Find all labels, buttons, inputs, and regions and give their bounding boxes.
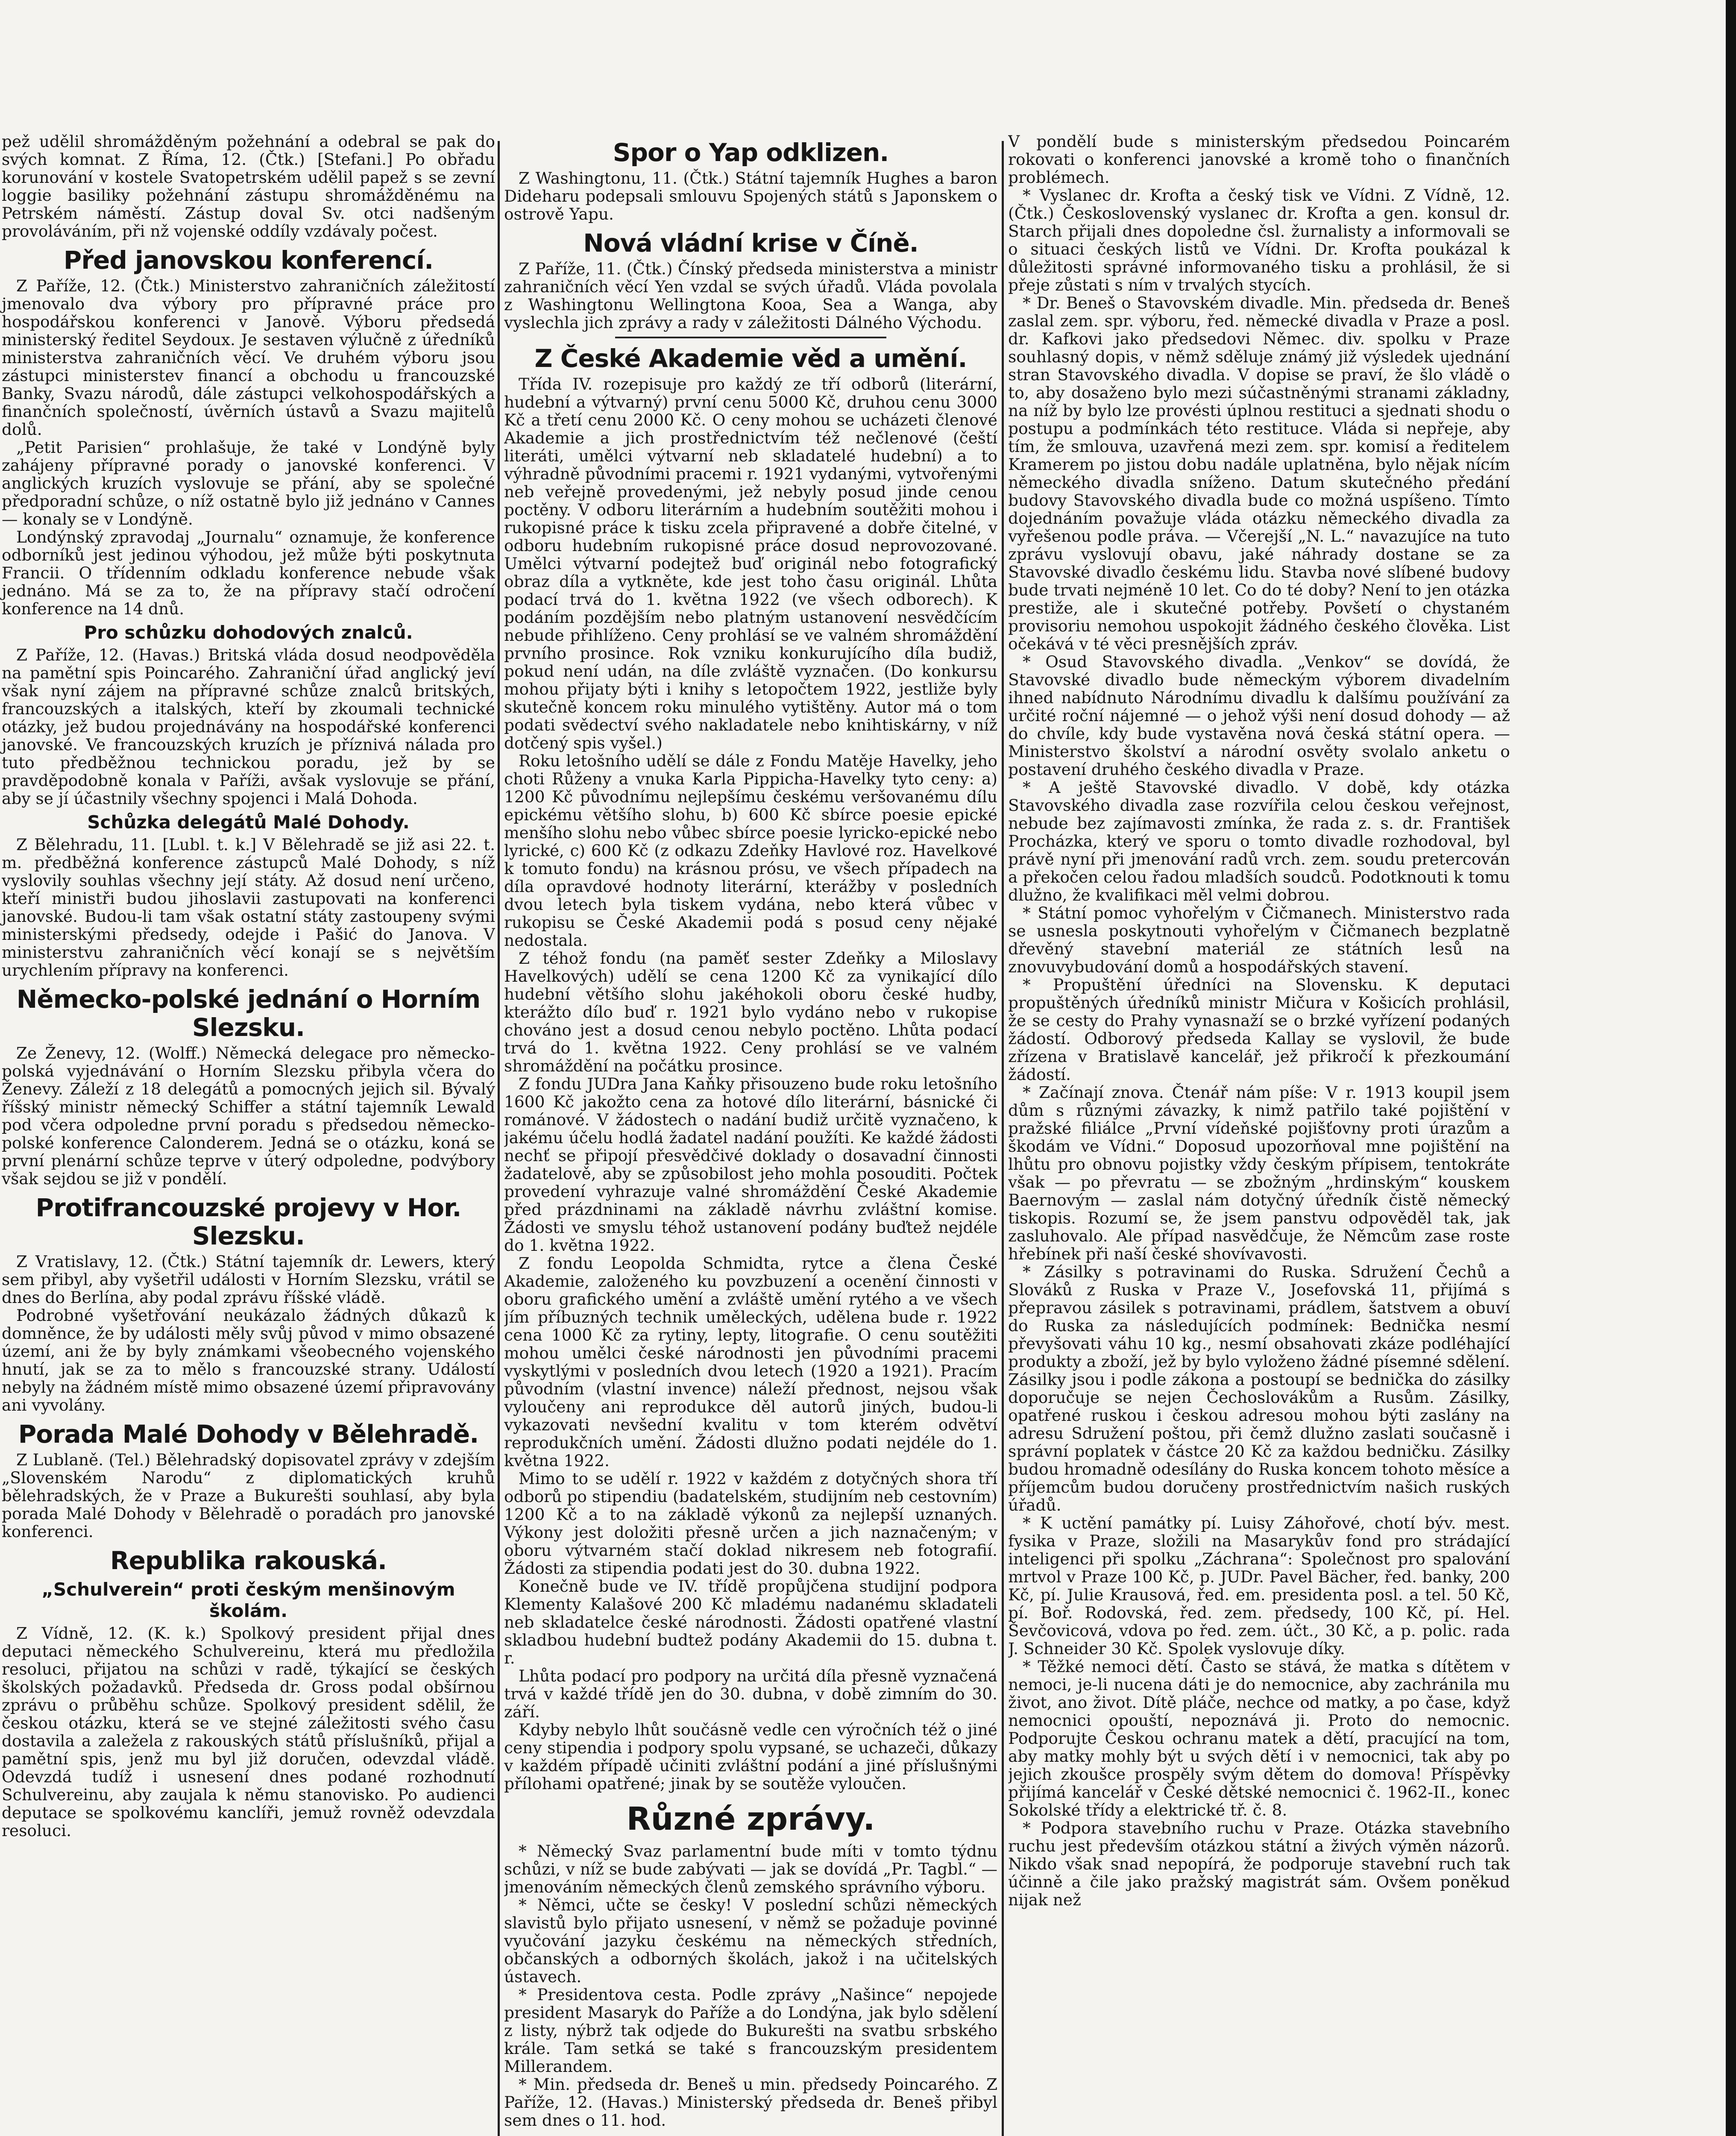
section-headline: Různé zprávy. <box>626 1801 875 1837</box>
article-text: V pondělí bude s ministerským předsedou Poincarém rokovati o konferenci janovské a kromě toho o finančních problémech. <box>1008 132 1510 187</box>
separator <box>615 337 886 338</box>
column-rule <box>498 141 500 2136</box>
headline: Spor o Yap odklizen. <box>613 138 889 167</box>
article-text: * Zásilky s potravinami do Ruska. Sdružení Čechů a Slováků z Ruska v Praze V., Josefovská 11, přijímá s přepravou zásilek s potravinami, prádlem, šatstvem a obuví do Ruska za následujících podmínek: Bednička nesmí převyšovati váhu 10 kg., nesmí obsahovati zkáze podléhající produkty a zboží, jež by bylo vyloženo žádné písemné sdělení. Zásilky jsou i podle zákona a postoupí se bednička do zásilky doporučuje se nejen Čechoslovákům a Rusům. Zásilky, opatřené ruskou i českou adresou mohou býti zaslány na adresu Sdružení poštou, při čemž dlužno zaslati současně i správní poplatek v částce 20 Kč za každou bedničku. Zásilky budou hromadně odesílány do Ruska koncem tohoto měsíce a příjemcům budou doručeny prostřednictvím našich ruských úřadů. <box>1008 1262 1510 1514</box>
article-text: * A ještě Stavovské divadlo. V době, kdy otázka Stavovského divadla zase rozvířila celou českou veřejnost, nebude bez zajímavosti zmínka, že rada z. s. dr. František Procházka, který ve sporu o tomto divadle rozhodoval, byl právě nyní při jmenování radů vrch. zem. soudu pretercován a překočen celou řadou mladších soudců. Podotknouti k tomu dlužno, že kvalifikaci měl velmi dobrou. <box>1008 778 1510 904</box>
article-text: Z Vídně, 12. (K. k.) Spolkový president přijal dnes deputaci německého Schulvereinu, která mu předložila resoluci, přijatou na schůzi v radě, týkající se českých školských požadavků. Předseda dr. Gross podal obšírnou zprávu o průběhu schůze. Spolkový president sdělil, že českou otázku, která se ve stejné záležitosti svého času dostavila a zaležela z rakouských států příslušníků, přijal a pamětní spis, jenž mu byl již doručen, odevzdal vládě. Odevzdá tudíž i usnesení dnes podané rozhodnutí Schulvereinu, aby zaujala k němu stanovisko. Po audienci deputace se spolkovému kanclíři, jemuž rovněž odevzdala resoluci. <box>2 1624 495 1840</box>
article-text: pež udělil shromážděným požehnání a odebral se pak do svých komnat. Z Říma, 12. (Čtk.) [Stefani.] Po obřadu korunování v kostele Svatopetrském udělil papež s se zevní loggie basiliky požehnání zástupu shromážděnému na Petrském náměstí. Zástup doval Sv. otci nadšeným provoláváním, při nž vojenské oddíly vzdávaly počest. <box>2 132 495 241</box>
headline: Německo-polské jednání o Horním Slezsku. <box>16 985 481 1042</box>
article-text: * Německý Svaz parlamentní bude míti v tomto týdnu schůzi, v níž se bude zabývati — jak se dovídá „Pr. Tagbl.“ — jmenováním německých členů zemského správního výboru. <box>504 1842 997 1896</box>
article-text: Ze Ženevy, 12. (Wolff.) Německá delegace pro německo-polská vyjednávání o Horním Slezsku přibyla včera do Ženevy. Záleží z 18 delegátů a pomocných jejich sil. Bývalý říšský ministr německý Schiffer a státní tajemník Lewald pod včera odpoledne první poradu s předsedou německo-polské konference Calonderem. Jedná se o otázku, koná se první plenární schůze teprve v úterý odpoledne, podvýbory však sejdou se již v pondělí. <box>2 1044 495 1188</box>
article-text: * K uctění památky pí. Luisy Záhořové, chotí býv. mest. fysika v Praze, složili na Masarykův fond pro strádající inteligenci při spolku „Záchrana“: Společnost pro spalování mrtvol v Praze 100 Kč, p. JUDr. Pavel Bächer, řed. banky, 200 Kč, pí. Julie Krausová, řed. em. presidenta posl. a tel. 50 Kč, pí. Boř. Rodovská, řed. zem. předsedy, 100 Kč, pí. Hel. Ševčovicová, vdova po řed. zem. účt., 30 Kč, a p. polic. rada J. Schneider 30 Kč. Spolek vyslovuje díky. <box>1008 1514 1510 1658</box>
article-text: Z fondu Leopolda Schmidta, rytce a člena České Akademie, založeného ku povzbuzení a ocenění činnosti v oboru grafického umění a zvláště umění rytého a ve všech jím příbuzných technik uměleckých, udělena bude r. 1922 cena 1000 Kč za rytiny, lepty, litografie. O cenu soutěžiti mohou umělci české národnosti jen původními pracemi vyskytlými v posledních dvou letech (1920 a 1921). Pracím původním (vlastní invence) náleží přednost, nejsou však vyloučeny ani reprodukce děl autorů jiných, budou-li vykazovati nevšední kvalitu v tom kterém odvětví reprodukčních umění. Žádosti dlužno podati nejdéle do 1. května 1922. <box>504 1254 997 1470</box>
article-text: Podrobné vyšetřování neukázalo žádných důkazů k domněnce, že by události měly svůj původ v mimo obsazené území, ani že by byly známkami všeobecného vojenského hnutí, jak se za to mělo s francouzské strany. Událostí nebyly na žádném místě mimo obsazené území připravovány ani vyvolány. <box>2 1306 495 1414</box>
article-text: Lhůta podací pro podpory na určitá díla přesně vyznačená trvá v každé třídě jen do 30. dubna, v době zimním do 30. září. <box>504 1667 997 1721</box>
article-text: * Osud Stavovského divadla. „Venkov“ se dovídá, že Stavovské divadlo bude německým výborem divadelním ihned nabídnuto Národnímu divadlu k dalšímu používání za určité roční nájemné — o jehož výši není dosud dohody — až do chvíle, kdy bude vystavěna nová česká státní opera. — Ministerstvo školství a národní osvěty svolalo anketu o postavení druhého českého divadla v Praze. <box>1008 652 1510 779</box>
subheadline: Pro schůzku dohodových znalců. <box>84 622 413 643</box>
column-rule <box>1002 141 1004 2136</box>
subheadline: Schůzka delegátů Malé Dohody. <box>87 812 410 833</box>
article-text: Z Washingtonu, 11. (Čtk.) Státní tajemník Hughes a baron Dideharu podepsali smlouvu Spojených států s Japonskem o ostrově Yapu. <box>504 169 997 223</box>
article-text: Mimo to se udělí r. 1922 v každém z dotyčných shora tří odborů po stipendiu (badatelském, studijním neb cestovním) 1200 Kč a to na základě výkonů za nejlepší uznaných. Výkony jest doložiti přesně určen a jich naznačeným; v oboru výtvarném stačí doklad nikresem neb fotografií. Žádosti za stipendia podati jest do 30. dubna 1922. <box>504 1469 997 1578</box>
article-text: * Presidentova cesta. Podle zprávy „Našince“ nepojede president Masaryk do Paříže a do Londýna, jak bylo sdělení z listy, nýbrž tak odjede do Bukurešti na svatbu srbského krále. Tam setká se také s francouzským presidentem Millerandem. <box>504 1985 997 2076</box>
article-text: * Vyslanec dr. Krofta a český tisk ve Vídni. Z Vídně, 12. (Čtk.) Československý vyslanec dr. Krofta a gen. konsul dr. Starch přijali dnes dopoledne čsl. žurnalisty a informovali se o situaci českých listů ve Vídni. Dr. Krofta poukázal k důležitosti správné informovaného tisku a prohlásil, že si přeje zůstati s ním v trvalých stycích. <box>1008 186 1510 294</box>
article-text: * Státní pomoc vyhořelým v Čičmanech. Ministerstvo rada se usnesla poskytnouti vyhořelým v Čičmanech bezplatně dřevěný stavební materiál ze státních lesů na znovuvybudování domů a hospodářských stavení. <box>1008 904 1510 976</box>
subheadline: „Schulverein“ proti českým menšinovým školám. <box>41 1579 455 1621</box>
article-text: Třída IV. rozepisuje pro každý ze tří odborů (literární, hudební a výtvarný) první cenu 5000 Kč, druhou cenu 3000 Kč a třetí cenu 2000 Kč. O ceny mohou se ucházeti členové Akademie a jich prostřednictvím též nečlenové (čeští literáti, umělci výtvarní neb skladatelé hudební) a to výhradně původními pracemi r. 1921 vydanými, vytvořenými neb veřejně provedenými, jež nebyly posud jinde cenou poctěny. V odboru literárním a hudebním soutěžiti mohou i rukopisné práce k tisku zcela připravené a dobře čitelné, v odboru hudebním rukopisné práce dosud neprovozované. Umělci výtvarní podejtež buď originál nebo fotografický obraz díla a vytkněte, kde jest toho času originál. Lhůta podací trvá do 1. května 1922 (ve všech odborech). K podáním pozdějším nebo platným ustanovení nesvědčícím nebude přihlíženo. Ceny prohlásí se ve valném shromáždění prvního prosince. Rok vzniku konkurujícího díla budiž, pokud není udán, na díle zvláště vyznačen. (Do konkursu mohou přijaty býti i knihy s letopočtem 1922, jestliže byly skutečně koncem roku minulého vytištěny. Autor má o tom podati svědectví svého nakladatele nebo knihtiskárny, v níž dotčený spis vyšel.) <box>504 375 997 752</box>
article-text: Z Paříže, 12. (Havas.) Britská vláda dosud neodpověděla na pamětní spis Poincarého. Zahraniční úřad anglický jeví však nyní zájem na přípravné schůze znalců britských, francouzských a italských, kteří by zkoumali technické otázky, jež budou projednávány na hospodářské konferenci janovské. Ve francouzských kruzích je příznivá nálada pro tuto předběžnou technickou poradu, jež by se pravděpodobně konala v Paříži, avšak vyslovuje se přání, aby se jí účastnily všechny spojenci i Malá Dohoda. <box>2 645 495 808</box>
article-text: * Němci, učte se česky! V poslední schůzi německých slavistů bylo přijato usnesení, v němž se požaduje povinné vyučování jazyku českému na německých středních, občanských a odborných školách, jakož i na učitelských ústavech. <box>504 1895 997 1986</box>
column-3 <box>1008 132 1510 2136</box>
article-text: * Dr. Beneš o Stavovském divadle. Min. předseda dr. Beneš zaslal zem. spr. výboru, řed. německé divadla v Praze a posl. dr. Kafkovi jako předsedovi Němec. div. spolku v Praze souhlasný dopis, v němž sděluje známý již výsledek ujednání stran Stavovského divadla. V dopise se praví, že šlo vládě o to, aby dosaženo bylo mezi súčastněnými stranami základny, na níž by bylo lze provésti úplnou restituci a sjednati shodu o postupu a podmínkách této restituce. Vláda si nepřeje, aby tím, že smlouva, uzavřená mezi zem. spr. komisí a ředitelem Kramerem po jistou dobu nadále uplatněna, bylo nějak nícím německého divadla sníženo. Datum skutečného předání budovy Stavovského divadla bude co možná uspíšeno. Tímto dojednáním považuje vláda otázku německého divadla za vyřešenou podle práva. — Včerejší „N. L.“ navazujíce na tuto zprávu vyslovují obavu, jaké náhrady dostane se za Stavovské divadlo českému lidu. Stavba nové slíbené budovy bude trvati nejméně 10 let. Co do té doby? Není to jen otázka prestiže, ale i skutečné potřeby. Povšetí o chystaném provisoriu nemohou uspokojit žádného českého člověka. List očekává v té věci presnějších zpráv. <box>1008 293 1510 653</box>
article-text: Z téhož fondu (na paměť sester Zdeňky a Miloslavy Havelkových) udělí se cena 1200 Kč za vynikající dílo hudební většího slohu jakéhokoli oboru české hudby, kterážto dílo buď r. 1921 bylo vydáno nebo v rukopise chováno jest a dosud cenou nebylo poctěno. Lhůta podací trvá do 1. května 1922. Ceny prohlásí se ve valném shromáždění na počátku prosince. <box>504 949 997 1075</box>
headline: Nová vládní krise v Číně. <box>583 229 918 258</box>
headline: Republika rakouská. <box>110 1546 387 1575</box>
article-text: „Petit Parisien“ prohlašuje, že také v Londýně byly zahájeny přípravné porady o janovské konferenci. V anglických kruzích vyslovuje se přání, aby se společné předporadní schůze, o níž ostatně bylo již jednáno v Cannes — konaly se v Londýně. <box>2 438 495 528</box>
article-text: Z Paříže, 11. (Čtk.) Čínský předseda ministerstva a ministr zahraničních věcí Yen vzdal se svých úřadů. Vláda povolala z Washingtonu Wellingtona Kooa, Sea a Wanga, aby vyslechla jich zprávy a rady v záležitosti Dálného Východu. <box>504 259 997 332</box>
headline: Porada Malé Dohody v Bělehradě. <box>18 1420 479 1449</box>
article-text: Z fondu JUDra Jana Kaňky přisouzeno bude roku letošního 1600 Kč jakožto cena za hotové dílo literární, básnické či románové. V žádostech o nadání budiž určitě vyznačeno, k jakému účelu hodlá žadatel nadání použíti. Ke každé žádosti nechť se připojí přesvědčivé doklady o dosavadní činnosti žadatelově, aby se způsobilost jeho mohla posouditi. Počtek provedení vyhrazuje valné shromáždění České Akademie před prázdninami na základě návrhu zvláštní komise. Žádosti ve smyslu téhož ustanovení podány buďtež nejdéle do 1. května 1922. <box>504 1074 997 1255</box>
headline: Před janovskou konferencí. <box>63 246 434 275</box>
article-text: Z Bělehradu, 11. [Lubl. t. k.] V Bělehradě se již asi 22. t. m. předběžná konference zástupců Malé Dohody, s níž vyslovily souhlas všechny její státy. Až dosud není určeno, kteří ministři budou jihoslavii zastupovati na konferenci janovské. Budou-li tam však ostatní státy zastoupeny svými ministerskými předsedy, odejde i Pašić do Janova. V ministerstvu zahraničních věcí konají se s největším urychlením přípravy na konferenci. <box>2 835 495 980</box>
scan-edge <box>1726 0 1736 2136</box>
article-text: * Začínají znova. Čtenář nám píše: V r. 1913 koupil jsem dům s různými závazky, k nimž patřilo také pojištění v pražské filiálce „První vídeňské pojišťovny proti úrazům a škodám ve Vídni.“ Doposud upozorňoval mne pojištění na lhůtu pro obnovu pojistky vždy českým přípisem, tentokráte však — po převratu — se zbožným „hrdinským“ kouskem Baernovým — zaslal nám dotyčný úředník čistě německý tiskopis. Rozumí se, že jsem panstvu odpověděl tak, jak zasluhovalo. Ale případ nasvědčuje, že Němcům zase roste hřebínek při naší české shovívavosti. <box>1008 1083 1510 1263</box>
article-text: Z Vratislavy, 12. (Čtk.) Státní tajemník dr. Lewers, který sem přibyl, aby vyšetřil události v Horním Slezsku, vrátil se dnes do Berlína, aby podal zprávu říšské vládě. <box>2 1252 495 1307</box>
headline: Protifrancouzské projevy v Hor. Slezsku. <box>35 1193 461 1250</box>
article-text: Z Paříže, 12. (Čtk.) Ministerstvo zahraničních záležitostí jmenovalo dva výbory pro přípravné práce pro hospodářskou konferenci v Janově. Výboru předsedá ministerský ředitel Seydoux. Je sestaven výlučně z úředníků ministerstva zahraničních věcí. Ve druhém výboru jsou zástupci ministerstev financí a obchodu u francouzské Banky, Svazu národů, dále zástupci velkohospodářských a finančních společností, úvěrních ústavů a Svazu majitelů dolů. <box>2 276 495 439</box>
headline: Z České Akademie věd a umění. <box>534 344 967 373</box>
article-text: * Min. předseda dr. Beneš u min. předsedy Poincarého. Z Paříže, 12. (Havas.) Ministerský předseda dr. Beneš přibyl sem dnes o 11. hod. <box>504 2075 997 2130</box>
article-text: Roku letošního udělí se dále z Fondu Matěje Havelky, jeho choti Růženy a vnuka Karla Pippicha-Havelky tyto ceny: a) 1200 Kč původnímu nejlepšímu českému veršovanému dílu epickému většího slohu, b) 600 Kč sbírce poesie epické menšího slohu nebo vůbec sbírce poesie lyricko-epické nebo lyrické, c) 600 Kč (z odkazu Zdeňky Havlové roz. Havelkové k tomuto fondu) na krásnou prósu, ve všech případech na díla opravdové hodnoty literární, kterážby v posledních dvou letech byla tiskem vydána, nebo která vůbec v rukopisu se České Akademii podá s posud ceny nějaké nedostala. <box>504 751 997 950</box>
column-1 <box>0 132 495 2136</box>
article-text: Z Lublaně. (Tel.) Bělehradský dopisovatel zprávy v zdejším „Slovenském Narodu“ z diplomatických kruhů bělehradských, že v Praze a Bukurešti souhlasí, aby byla porada Malé Dohody v Bělehradě o poradách pro janovské konferenci. <box>2 1450 495 1541</box>
article-text: Konečně bude ve IV. třídě propůjčena studijní podpora Klementy Kalašové 200 Kč mladému nadanému skladateli neb skladatelce české národnosti. Žádosti opatřené vlastní skladbou hudební budtež podány Akademii do 15. dubna t. r. <box>504 1577 997 1667</box>
article-text: * Propuštění úředníci na Slovensku. K deputaci propuštěných úředníků ministr Mičura v Košicích prohlásil, že se cesty do Prahy vynasnaží se o brzké vyřízení podaných žádostí. Odborový předseda Kallay se vyslovil, že bude zřízena v Bratislavě kancelář, jež přikročí k přezkoumání žádostí. <box>1008 975 1510 1084</box>
article-text: * Podpora stavebního ruchu v Praze. Otázka stavebního ruchu jest především otázkou státní a živých výměn názorů. Nikdo však snad nepopírá, že podporuje stavební ruch tak účinně a čile jako pražský magistrát sám. Ovšem poněkud nijak než <box>1008 1819 1510 1909</box>
article-text: * Těžké nemoci dětí. Často se stává, že matka s dítětem v nemoci, je-li nucena dáti je do nemocnice, aby zachránila mu život, ano život. Dítě pláče, nechce od matky, a po čase, když nemocnici opouští, nepoznává ji. Proto do nemocnic. Podporujte Českou ochranu matek a dětí, pracující na tom, aby matky mohly být u svých dětí i v nemocnici, tak aby po jejich zkoušce prospěly svým dětem do domova! Příspěvky přijímá kancelář v České dětské nemocnici č. 1962-II., konec Sokolské třídy a elektrické tř. č. 8. <box>1008 1657 1510 1819</box>
article-text: Kdyby nebylo lhůt součásně vedle cen výročních též o jiné ceny stipendia i podpory spolu vypsané, se uchazeči, důkazy v každém případě učiniti zvláštní podání a jiné příslušnými přílohami opatřené; jinak by se soutěže vyloučen. <box>504 1720 997 1793</box>
column-2 <box>504 132 997 2136</box>
article-text: Londýnský zpravodaj „Journalu“ oznamuje, že konference odborníků jest jedinou výhodou, jež může býti poskytnuta Francii. O třídenním odkladu konference nebude však jednáno. Má se za to, že na přípravy stačí odročení konference na 14 dnů. <box>2 528 495 618</box>
